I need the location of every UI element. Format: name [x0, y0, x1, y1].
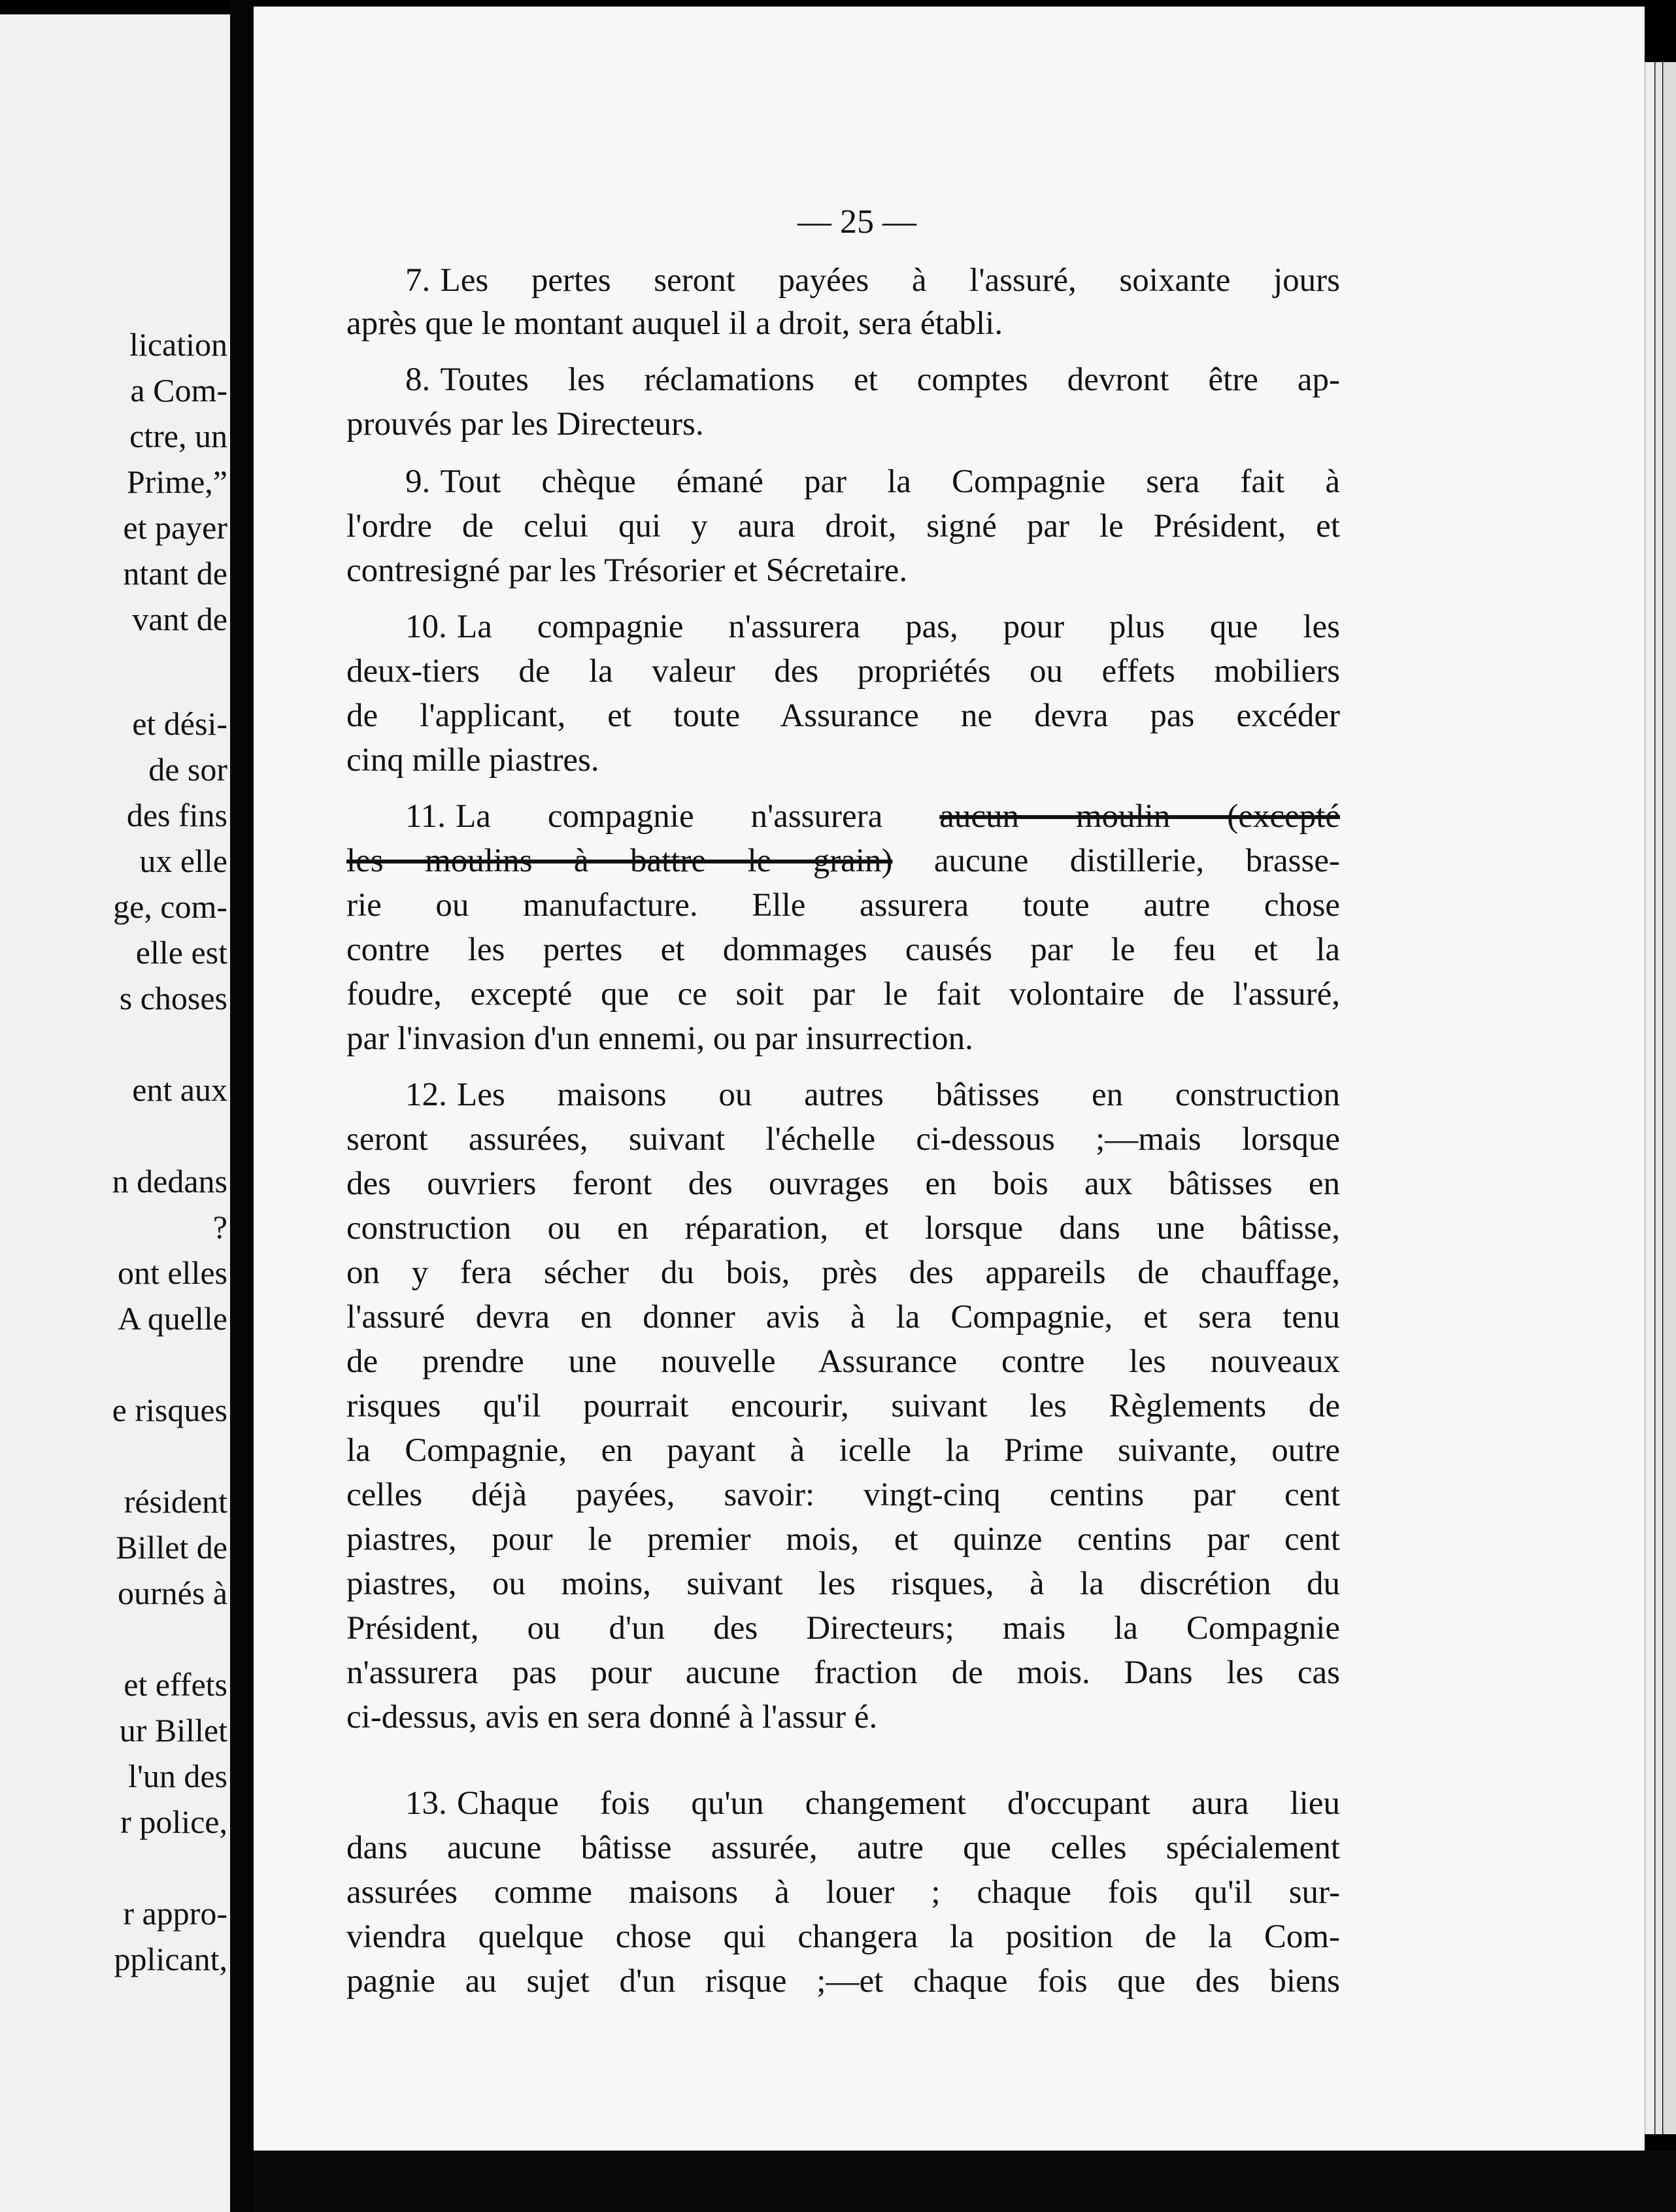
book-gutter: [230, 0, 254, 2212]
paragraph-13-line-1: 13. Chaque fois qu'un changement d'occupant aura lieu: [405, 1785, 1340, 1822]
paragraph-8-line-2: prouvés par les Directeurs.: [346, 406, 704, 443]
paragraph-12-line-6: l'assuré devra en donner avis à la Compagnie, et sera tenu: [346, 1299, 1340, 1335]
previous-page-line: l'un des: [127, 1758, 227, 1794]
paragraph-11-line-1: 11. La compagnie n'assurera aucun moulin (excepté: [405, 798, 1341, 835]
paragraph-11-line-6: par l'invasion d'un ennemi, ou par insurrection.: [346, 1020, 973, 1057]
previous-page-line: et payer: [123, 509, 227, 546]
paragraph-12-line-13: Président, ou d'un des Directeurs; mais la Compagnie: [346, 1610, 1340, 1647]
previous-page-line: des fins: [126, 797, 227, 833]
paragraph-13-line-3: assurées comme maisons à louer ; chaque fois qu'il sur-: [346, 1874, 1340, 1911]
previous-page-line: et effets: [124, 1666, 227, 1703]
previous-page-line: pplicant,: [114, 1941, 227, 1977]
previous-page-line: lication: [129, 326, 227, 363]
paragraph-12-line-1: 12. Les maisons ou autres bâtisses en construction: [405, 1077, 1340, 1113]
previous-page-line: A quelle: [117, 1300, 227, 1337]
paragraph-7-line-1: 7. Les pertes seront payées à l'assuré, soixante jours: [405, 262, 1340, 299]
paragraph-12-line-9: la Compagnie, en payant à icelle la Prime suivante, outre: [346, 1432, 1340, 1469]
previous-page-line: ctre, un: [129, 418, 227, 454]
paragraph-10-line-2: deux-tiers de la valeur des propriétés ou effets mobiliers: [346, 653, 1340, 690]
previous-page-line: elle est: [135, 934, 227, 971]
previous-page-line: ont elles: [117, 1254, 227, 1291]
paragraph-12-line-15: ci-dessus, avis en sera donné à l'assur é.: [346, 1699, 878, 1735]
paragraph-12-line-3: des ouvriers feront des ouvrages en bois aux bâtisses en: [346, 1165, 1340, 1202]
paragraph-12-line-4: construction ou en réparation, et lorsque dans une bâtisse,: [346, 1210, 1340, 1247]
page-edge: [1645, 62, 1654, 2134]
previous-page-line: ur Billet: [119, 1712, 227, 1749]
paragraph-11-line-2: les moulins à battre le grain) aucune distillerie, brasse-: [346, 843, 1340, 879]
previous-page-line: n dedans: [112, 1163, 227, 1199]
previous-page-line: et dési-: [132, 705, 227, 742]
struck-text: les moulins à battre le grain): [346, 843, 893, 879]
paragraph-7-line-2: après que le montant auquel il a droit, sera établi.: [346, 305, 1003, 342]
page-edge: [1663, 62, 1676, 2134]
previous-page-line: ent aux: [132, 1071, 227, 1108]
previous-page-line: a Com-: [130, 372, 227, 409]
previous-page-line: r appro-: [123, 1895, 227, 1932]
paragraph-13-line-2: dans aucune bâtisse assurée, autre que celles spécialement: [346, 1830, 1340, 1866]
paragraph-13-line-4: viendra quelque chose qui changera la position de la Com-: [346, 1919, 1340, 1955]
paragraph-10-line-1: 10. La compagnie n'assurera pas, pour plus que les: [405, 609, 1340, 645]
previous-page: [0, 14, 231, 2212]
previous-page-line: Prime,”: [126, 463, 227, 500]
previous-page-line: ournés à: [118, 1575, 227, 1611]
paragraph-12-line-10: celles déjà payées, savoir: vingt-cinq centins par cent: [346, 1477, 1340, 1513]
paragraph-8-line-1: 8. Toutes les réclamations et comptes devront être ap-: [405, 361, 1340, 398]
paragraph-12-line-8: risques qu'il pourrait encourir, suivant les Règlements de: [346, 1388, 1340, 1424]
paragraph-12-line-11: piastres, pour le premier mois, et quinze centins par cent: [346, 1521, 1340, 1558]
paragraph-11-line-3: rie ou manufacture. Elle assurera toute autre chose: [346, 887, 1340, 924]
struck-text: aucun moulin (excepté: [939, 798, 1341, 835]
paragraph-10-line-3: de l'applicant, et toute Assurance ne devra pas excéder: [346, 697, 1340, 734]
paragraph-11-line-4: contre les pertes et dommages causés par le feu et la: [346, 931, 1340, 968]
paragraph-12-line-7: de prendre une nouvelle Assurance contre les nouveaux: [346, 1343, 1340, 1380]
paragraph-11-line-5: foudre, excepté que ce soit par le fait volontaire de l'assuré,: [346, 976, 1340, 1013]
page-number: — 25 —: [797, 203, 916, 241]
paragraph-12-line-5: on y fera sécher du bois, près des appareils de chauffage,: [346, 1254, 1340, 1291]
paragraph-12-line-12: piastres, ou moins, suivant les risques, à la discrétion du: [346, 1566, 1340, 1602]
paragraph-12-line-14: n'assurera pas pour aucune fraction de mois. Dans les cas: [346, 1654, 1340, 1691]
previous-page-line: e risques: [112, 1392, 227, 1428]
previous-page-line: s choses: [119, 980, 227, 1016]
previous-page-line: ?: [212, 1209, 227, 1245]
scan-shadow: [254, 2151, 1676, 2212]
paragraph-12-line-2: seront assurées, suivant l'échelle ci-dessous ;—mais lorsque: [346, 1121, 1340, 1158]
previous-page-line: résident: [124, 1483, 227, 1520]
paragraph-10-line-4: cinq mille piastres.: [346, 742, 599, 779]
previous-page-line: vant de: [132, 601, 227, 637]
paragraph-9-line-3: contresigné par les Trésorier et Sécretaire.: [346, 552, 908, 589]
paragraph-13-line-5: pagnie au sujet d'un risque ;—et chaque fois que des biens: [346, 1963, 1340, 2000]
previous-page-line: ntant de: [123, 555, 227, 592]
previous-page-line: ux elle: [139, 843, 227, 879]
paragraph-9-line-1: 9. Tout chèque émané par la Compagnie sera fait à: [405, 463, 1340, 500]
paragraph-9-line-2: l'ordre de celui qui y aura droit, signé par le Président, et: [346, 508, 1340, 545]
previous-page-line: Billet de: [116, 1529, 227, 1566]
previous-page-line: de sor: [148, 751, 227, 788]
previous-page-line: ge, com-: [113, 888, 227, 925]
previous-page-line: r police,: [120, 1803, 227, 1840]
page-edge: [1655, 62, 1662, 2134]
